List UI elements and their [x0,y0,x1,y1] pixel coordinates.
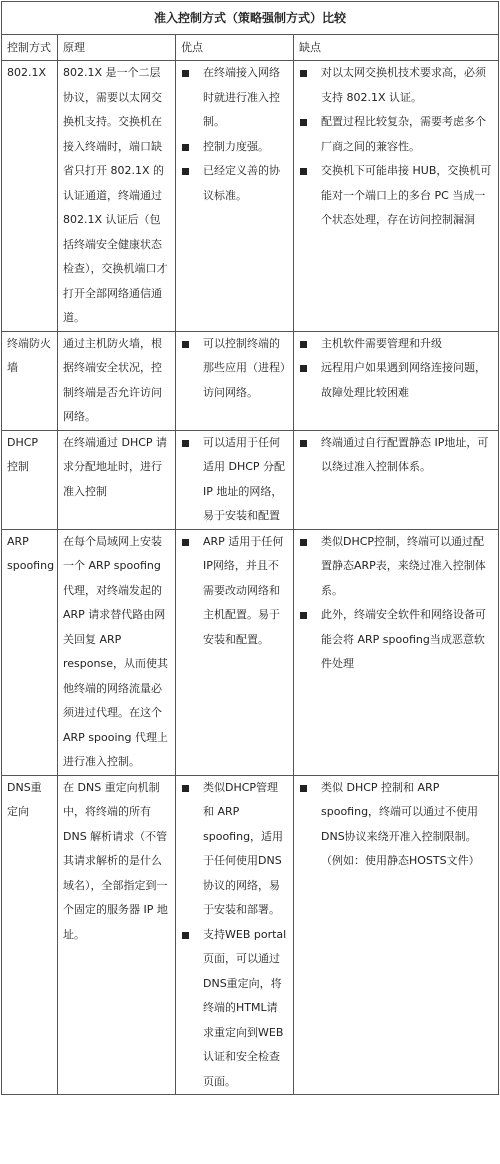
pros-item: ARP 适用于任何IP网络，并且不需要改动网络和主机配置。易于安装和配置。 [181,530,288,653]
principle-cell: 通过主机防火墙，根据终端安全状况，控制终端是否允许访问网络。 [58,331,176,430]
table-row [2,331,499,430]
header-method: 控制方式 [2,35,58,61]
cons-cell [294,430,499,529]
table-row [2,529,499,775]
pros-cell [176,430,294,529]
principle-cell: 在终端通过 DHCP 请求分配地址时，进行准入控制 [58,430,176,529]
table-title: 准入控制方式（策略强制方式）比较 [2,2,499,35]
cons-cell [294,331,499,430]
header-pros: 优点 [176,35,294,61]
pros-item: 支持WEB portal 页面，可以通过 DNS重定向，将终端的HTML请求重定向到WEB 认证和安全检查页面。 [181,923,288,1095]
pros-item: 控制力度强。 [181,135,288,160]
cons-cell [294,775,499,1095]
pros-item: 已经定义善的协议标准。 [181,159,288,208]
method-cell: ARP spoofing [2,529,58,775]
cons-item: 远程用户如果遇到网络连接问题，故障处理比较困难 [299,356,493,405]
principle-cell: 在 DNS 重定向机制中，将终端的所有 DNS 解析请求（不管其请求解析的是什么域名），全部指定到一个固定的服务器 IP 地址。 [58,775,176,1095]
method-cell: DNS重定向 [2,775,58,1095]
header-row [2,35,499,61]
cons-item: 配置过程比较复杂，需要考虑多个厂商之间的兼容性。 [299,110,493,159]
cons-item: 主机软件需要管理和升级 [299,332,493,357]
header-cons: 缺点 [294,35,499,61]
pros-item: 类似DHCP管理和 ARP spoofing，适用于任何使用DNS协议的网络，易于安装和部署。 [181,776,288,923]
pros-item: 在终端接入网络时就进行准入控制。 [181,61,288,135]
cons-item: 终端通过自行配置静态 IP地址，可以绕过准入控制体系。 [299,431,493,480]
table-row [2,775,499,1095]
pros-item: 可以控制终端的那些应用（进程）访问网络。 [181,332,288,406]
method-cell: 802.1X [2,61,58,332]
cons-item: 类似 DHCP 控制和 ARP spoofing，终端可以通过不使用DNS协议来绕开准入控制限制。（例如：使用静态HOSTS文件） [299,776,493,874]
table-row [2,61,499,332]
header-principle: 原理 [58,35,176,61]
cons-item: 此外，终端安全软件和网络设备可能会将 ARP spoofing当成恶意软件处理 [299,603,493,677]
principle-cell: 在每个局域网上安装一个 ARP spoofing 代理，对终端发起的 ARP 请求替代路由网关回复 ARP response，从而使其他终端的网络流量必须进过代理。在这个 ARP spooing 代理上进行准入控制。 [58,529,176,775]
pros-cell [176,61,294,332]
comparison-table [1,1,499,1095]
cons-cell [294,529,499,775]
cons-item: 类似DHCP控制，终端可以通过配置静态ARP表，来绕过准入控制体系。 [299,530,493,604]
pros-cell [176,331,294,430]
principle-cell: 802.1X 是一个二层协议，需要以太网交换机支持。交换机在接入终端时，端口缺省只打开 802.1X 的认证通道，终端通过 802.1X 认证后（包括终端安全健康状态检查），交换机端口才打开全部网络通信通道。 [58,61,176,332]
cons-cell [294,61,499,332]
pros-item: 可以适用于任何适用 DHCP 分配 IP 地址的网络，易于安装和配置 [181,431,288,529]
table-row [2,430,499,529]
pros-cell [176,775,294,1095]
cons-item: 交换机下可能串接 HUB，交换机可能对一个端口上的多台 PC 当成一个状态处理，存在访问控制漏洞 [299,159,493,233]
method-cell: DHCP 控制 [2,430,58,529]
pros-cell [176,529,294,775]
method-cell: 终端防火墙 [2,331,58,430]
cons-item: 对以太网交换机技术要求高，必须支持 802.1X 认证。 [299,61,493,110]
